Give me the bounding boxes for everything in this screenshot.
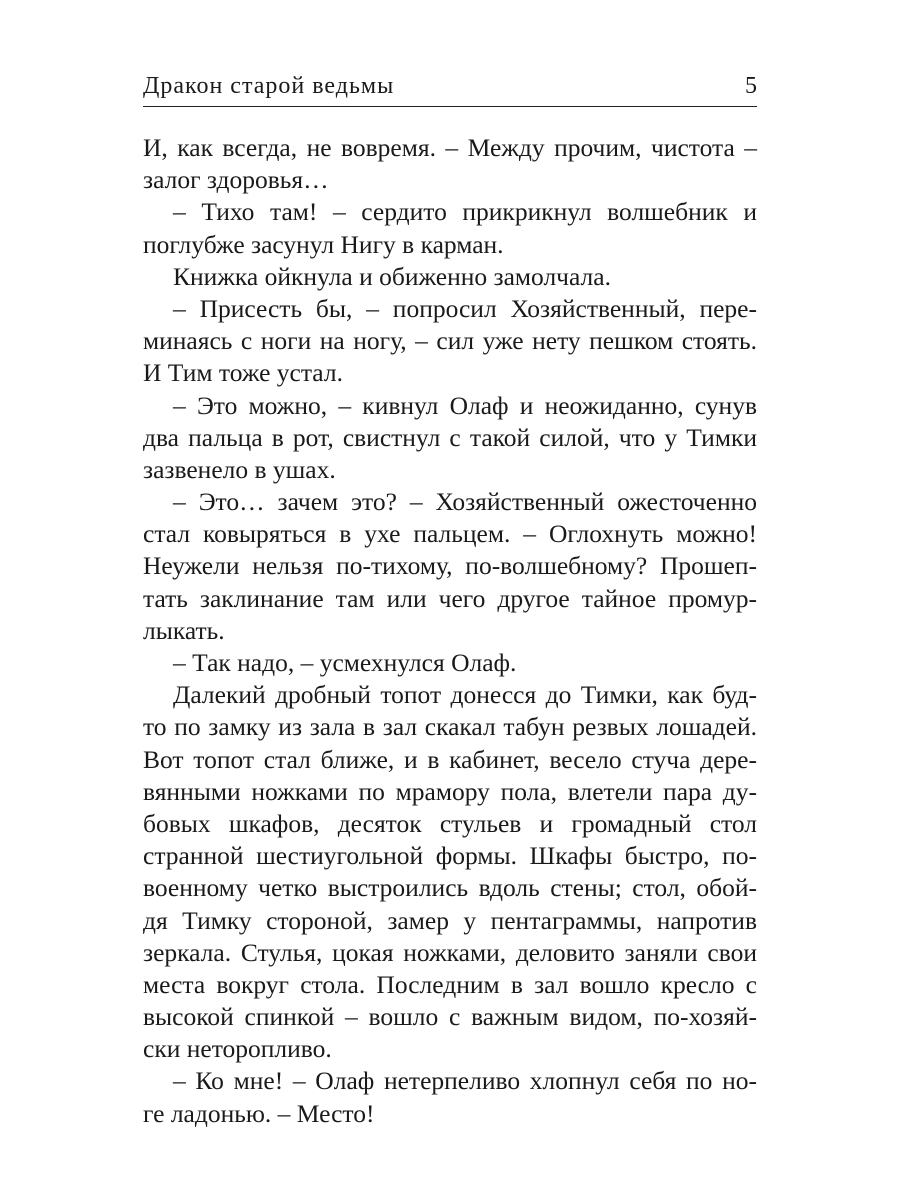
text-line: стал ковыряться в ухе пальцем. – Оглохнуть можно! xyxy=(143,519,757,549)
text-line: зеркала. Стулья, цокая ножками, деловито заняли свои xyxy=(143,937,757,967)
text-line: – Ко мне! – Олаф нетерпеливо хлопнул себя по но- xyxy=(173,1066,757,1096)
text-line: то по замку из зала в зал скакал табун резвых лошадей. xyxy=(143,712,757,742)
running-header xyxy=(143,62,757,107)
text-line: бовых шкафов, десяток стульев и громадный стол xyxy=(143,808,757,838)
text-line: дя Тимку стороной, замер у пентаграммы, напротив xyxy=(143,905,757,935)
text-line: минаясь с ноги на ногу, – сил уже нету пешком стоять. xyxy=(143,326,757,356)
text-line: И Тим тоже устал. xyxy=(143,358,343,388)
text-line: места вокруг стола. Последним в зал вошло кресло с xyxy=(143,969,757,999)
text-line: лыкать. xyxy=(143,615,225,645)
text-line: Неужели нельзя по-тихому, по-волшебному? Прошеп- xyxy=(143,551,757,581)
text-line: Вот топот стал ближе, и в кабинет, весело стуча дере- xyxy=(143,744,757,774)
text-line: – Присесть бы, – попросил Хозяйственный, пере- xyxy=(173,293,757,323)
running-title: Дракон старой ведьмы xyxy=(143,73,395,99)
text-line: высокой спинкой – вошло с важным видом, по-хозяй- xyxy=(143,1002,757,1032)
text-line: тать заклинание там или чего другое тайное промур- xyxy=(143,583,757,613)
text-line: – Так надо, – усмехнулся Олаф. xyxy=(173,648,517,677)
text-line: залог здоровья… xyxy=(143,165,329,195)
page-number: 5 xyxy=(745,73,757,99)
text-line: Далекий дробный топот донесся до Тимки, как буд- xyxy=(173,680,757,710)
text-line: – Это можно, – кивнул Олаф и неожиданно, сунув xyxy=(173,390,757,420)
text-line: ге ладонью. – Место! xyxy=(143,1098,375,1128)
text-line: Книжка ойкнула и обиженно замолчала. xyxy=(173,261,611,291)
text-line: зазвенело в ушах. xyxy=(143,454,336,484)
text-line: ски неторопливо. xyxy=(143,1034,332,1064)
text-line: вянными ножками по мрамору пола, влетели пара ду- xyxy=(143,776,757,806)
body-text xyxy=(143,132,757,1130)
text-line: военному четко выстроились вдоль стены; стол, обой- xyxy=(143,873,757,903)
text-line: странной шестиугольной формы. Шкафы быстро, по- xyxy=(143,841,757,871)
text-line: поглубже засунул Нигу в карман. xyxy=(143,229,504,259)
text-line: два пальца в рот, свистнул с такой силой, что у Тимки xyxy=(143,422,757,452)
text-line: – Это… зачем это? – Хозяйственный ожесточенно xyxy=(173,487,757,517)
text-line: И, как всегда, не вовремя. – Между прочим, чистота – xyxy=(143,133,757,162)
text-line: – Тихо там! – сердито прикрикнул волшебник и xyxy=(173,197,757,227)
